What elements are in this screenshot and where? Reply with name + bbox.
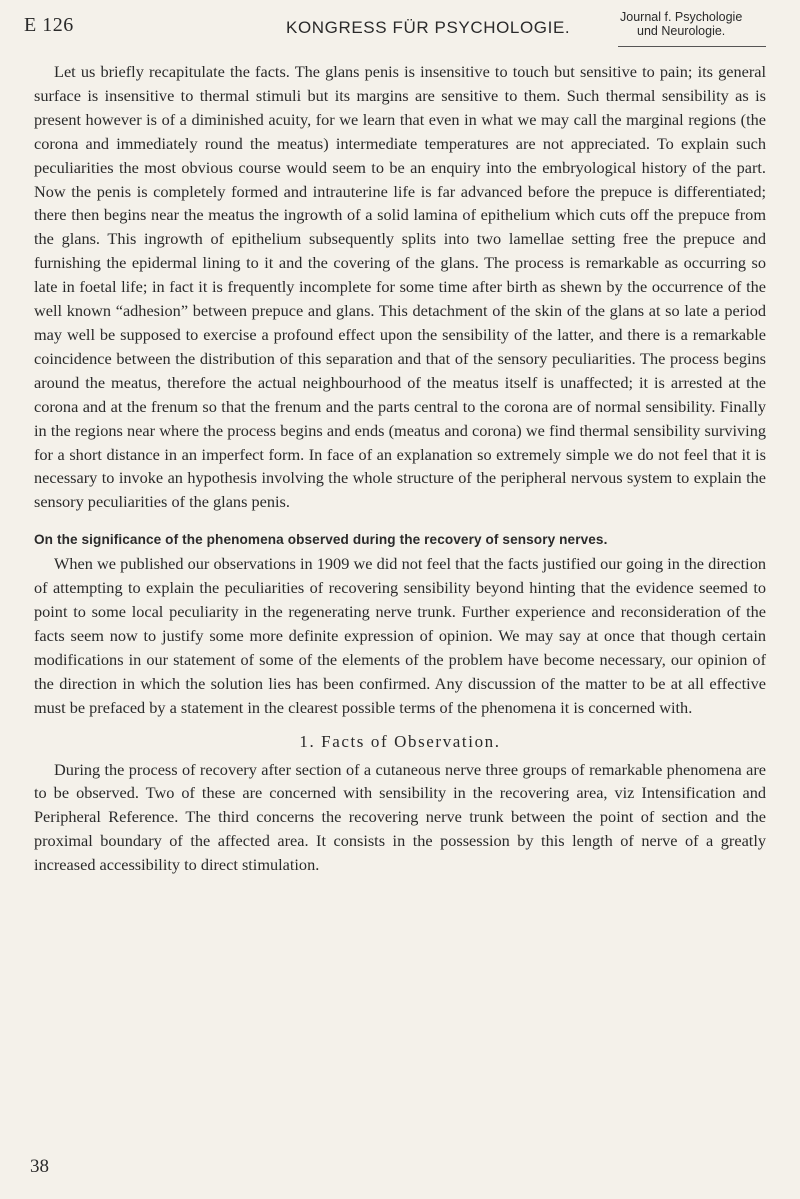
journal-title-line-2: und Neurologie. bbox=[637, 24, 726, 38]
congress-title: KONGRESS FÜR PSYCHOLOGIE. bbox=[286, 18, 571, 37]
section-heading-facts: 1. Facts of Observation. bbox=[299, 731, 501, 751]
section-subheading: On the significance of the phenomena observed during the recovery of sensory nerves. bbox=[34, 532, 608, 548]
article-body bbox=[34, 60, 766, 877]
header-rule bbox=[618, 46, 766, 47]
journal-title-line-1: Journal f. Psychologie bbox=[620, 10, 743, 24]
signature-mark: 38 bbox=[30, 1156, 49, 1177]
journal-title bbox=[620, 10, 742, 38]
paragraph-publication-1909: When we published our observations in 1909 we did not feel that the facts justified our going in the direction of attempting to explain the peculiarities of recovering sensibility beyond hinting that the evidence seemed to point to some local peculiarity in the regenerating nerve trunk. Further experience and reconsideration of the facts seem now to justify some more definite expression of opinion. We may say at once that though certain modifications in our statement of some of the elements of the problem have become necessary, our opinion of the direction in which the solution lies has been confirmed. Any discussion of the matter to be at all effective must be prefaced by a statement in the clearest possible terms of the phenomena it is concerned with. bbox=[34, 554, 766, 717]
paragraph-recovery-phenomena: During the process of recovery after section of a cutaneous nerve three groups of remarkable phenomena are to be observed. Two of these are concerned with sensibility in the recovering area, viz Intensification and Peripheral Reference. The third concerns the recovering nerve trunk between the point of section and the proximal boundary of the affected area. It consists in the possession by this length of nerve of a greatly increased accessibility to direct stimulation. bbox=[34, 759, 766, 875]
paragraph-recapitulation: Let us briefly recapitulate the facts. The glans penis is insensitive to touch but sensitive to pain; its general surface is insensitive to thermal stimuli but its margins are sensitive to them. Such thermal sensibility as is present however is of a diminished acuity, for we learn that even in what we may call the marginal regions (the corona and immediately round the meatus) intermediate temperatures are not appreciated. To explain such peculiarities the most obvious course would seem to be an enquiry into the embryological history of the part. Now the penis is completely formed and intrauterine life is far advanced before the prepuce is differentiated; there then begins near the meatus the ingrowth of a solid lamina of epithelium which cuts off the prepuce from the glans. This ingrowth of epithelium subsequently splits into two lamellae setting free the prepuce and furnishing the epidermal lining to it and the covering of the glans. The process is remarkable as occurring so late in foetal life; in fact it is frequently incomplete for some time after birth as shewn by the occurrence of the well known “adhesion” between prepuce and glans. This detachment of the skin of the glans at so late a period may well be supposed to exercise a profound effect upon the sensibility of the latter, and there is a remarkable coincidence between the distribution of this separation and that of the sensory peculiarities. The process begins around the meatus, therefore the actual neighbourhood of the meatus itself is unaffected; it is arrested at the corona and at the frenum so that the frenum and the parts central to the corona are of normal sensibility. Finally in the regions near where the process begins and ends (meatus and corona) we find thermal sensibility surviving for a short distance in an imperfect form. In face of an explanation so extremely simple we do not feel that it is necessary to invoke an hypothesis involving the whole structure of the peripheral nervous system to explain the sensory peculiarities of the glans penis. bbox=[34, 62, 766, 512]
running-header bbox=[0, 6, 800, 54]
page-reference: E 126 bbox=[24, 14, 74, 36]
